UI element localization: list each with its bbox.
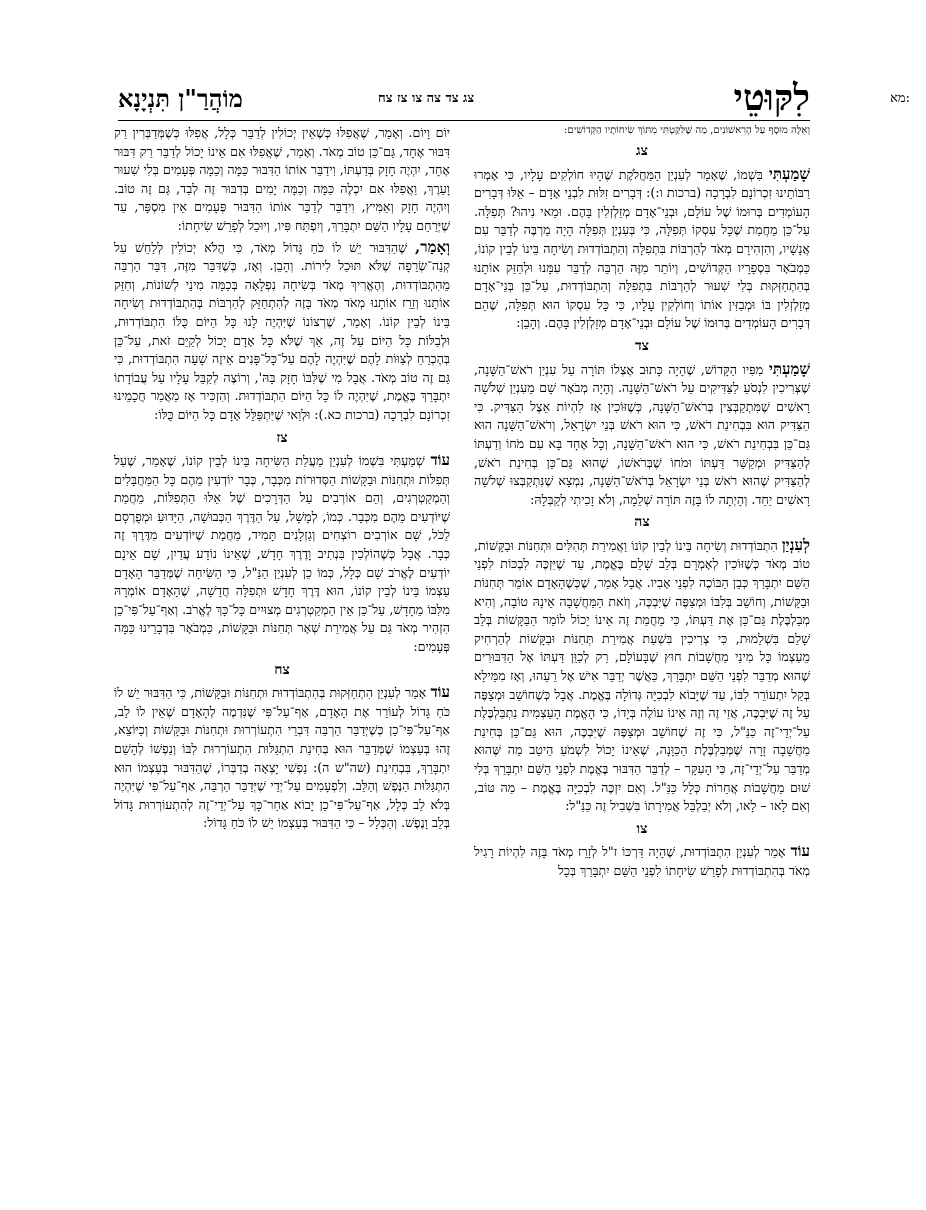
opening-word: עוֹד (790, 842, 810, 861)
running-header (118, 77, 910, 121)
paragraph-text: מִפִּיו הַקָּדוֹשׁ, שֶׁהָיָה כָּתוּב אֶצְלוֹ תּוֹרָה עַל עִנְיַן רֹאשׁ־הַשָּׁנָה, שֶׁצְּרִיכִין לִנְסֹעַ לַצַּדִּיקִים עַל רֹאשׁ־הַשָּׁנָה. וְהָיָה מְבֹאָר שָׁם מֵעִנְיַן שְׁלֹשָׁה רָאשִׁים שֶׁמִּתְקַבְּצִין בְּרֹאשׁ־הַשָּׁנָה, כְּשֶׁזּוֹכִין אָז לִהְיוֹת אֵצֶל הַצַּדִּיק. כִּי הַצַּדִּיק הוּא בִּבְחִינַת רֹאשׁ, כִּי הוּא רֹאשׁ בְּנֵי יִשְׂרָאֵל, וְרֹאשׁ־הַשָּׁנָה הוּא גַּם־כֵּן בִּבְחִינַת רֹאשׁ, כִּי הוּא רֹאשׁ־הַשָּׁנָה, וְכָל אֶחָד בָּא עִם מֹחוֹ וְדַעְתּוֹ לְהַצַּדִּיק וּמְקַשֵּׁר דַּעְתּוֹ וּמֹחוֹ שֶׁבְּרֹאשׁוֹ, שֶׁהוּא גַּם־כֵּן בְּחִינַת רֹאשׁ, לְהַצַּדִּיק שֶׁהוּא רֹאשׁ בְּנֵי יִשְׂרָאֵל בְּרֹאשׁ־הַשָּׁנָה, נִמְצָא שֶׁנִּתְקַבְּצוּ שְׁלֹשָׁה רָאשִׁים יַחַד. וְהָיְתָה לוֹ בָּזֶה תּוֹרָה שְׁלֵמָה, וְלֹא זָכִיתִי לְקַבְּלָהּ: (474, 361, 810, 507)
section-number: צז (276, 429, 288, 446)
paragraph-text: הִתְבּוֹדְדוּת וְשִׂיחָה בֵּינוֹ לְבֵין קוֹנוֹ וַאֲמִירַת תְּהִלִּים וּתְחִנּוֹת וּבַקָּשׁוֹת, טוֹב מְאֹד כְּשֶׁזּוֹכִין לְאָמְרָם בְּלֵב שָׁלֵם בֶּאֱמֶת, עַד שֶׁיִּזְכֶּה לִבְכּוֹת לִפְנֵי הַשֵּׁם יִתְבָּרַךְ כְּבֵן הַבּוֹכֶה לִפְנֵי אָבִיו. אֲבָל אָמַר, שֶׁכְּשֶׁהָאָדָם אוֹמֵר תְּחִנּוֹת וּבַקָּשׁוֹת, וְחוֹשֵׁב בְּלִבּוֹ וּמְצַפֶּה שֶׁיִּבְכֶּה, וְזֹאת הַמַּחֲשָׁבָה אֵינָהּ טוֹבָה, וְהִיא מְבַלְבֶּלֶת גַּם־כֵּן אֶת דַּעְתּוֹ, כִּי מֵחֲמַת זֶה אֵינוֹ יָכוֹל לוֹמַר הַבַּקָּשׁוֹת בְּלֵב שָׁלֵם בִּשְׁלֵמוּת, כִּי צְרִיכִין בִּשְׁעַת אֲמִירַת תְּחִנּוֹת וּבַקָּשׁוֹת לְהַרְחִיק מֵעַצְמוֹ כָּל מִינֵי מַחֲשָׁבוֹת חוּץ שֶׁבָּעוֹלָם, רַק לְכַוֵּן דַּעְתּוֹ אֶל הַדִּבּוּרִים שֶׁהוּא מְדַבֵּר לִפְנֵי הַשֵּׁם יִתְבָּרַךְ, כַּאֲשֶׁר יְדַבֵּר אִישׁ אֶל רֵעֵהוּ, וְאָז מִמֵּילָא בְּקַל יִתְעוֹרֵר לִבּוֹ, עַד שֶׁיָּבוֹא לִבְכִיָּה גְּדוֹלָה בֶּאֱמֶת. אֲבָל כְּשֶׁחוֹשֵׁב וּמְצַפֶּה עַל זֶה שֶׁיִּבְכֶּה, אֲזַי זֶה וְזֶה אֵינוֹ עוֹלֶה בְּיָדוֹ, כִּי הָאֱמֶת הָעַצְמִית נִתְבַּלְבֶּלֶת עַל־יְדֵי־זֶה כַּנַּ"ל, כִּי זֶה שֶׁחוֹשֵׁב וּמְצַפֶּה שֶׁיִּבְכֶּה, הוּא גַּם־כֵּן בְּחִינַת מַחֲשָׁבָה זָרָה שֶׁמְּבַלְבֶּלֶת הַכַּוָּנָה, שֶׁאֵינוֹ יָכוֹל לִשְׁמֹעַ הֵיטֵב מַה שֶּׁהוּא מְדַבֵּר עַל־יְדֵי־זֶה, כִּי הָעִקָּר – לְדַבֵּר הַדִּבּוּר בֶּאֱמֶת לִפְנֵי הַשֵּׁם יִתְבָּרַךְ בְּלִי שׁוּם מַחֲשָׁבוֹת אֲחֵרוֹת כְּלָל כַּנַּ"ל. וְאִם יִזְכֶּה לִבְכִיָּה בֶּאֱמֶת – מַה טּוֹב, וְאִם לָאו – לָאו, וְלֹא יְבַלְבֵּל אֲמִירָתוֹ בִּשְׁבִיל זֶה כַּנַּ"ל: (474, 537, 810, 814)
opening-word: לְעִנְיַן (781, 535, 810, 554)
section-paragraph (114, 238, 450, 425)
section-number: צו (636, 820, 648, 837)
page-number: מא: (890, 91, 910, 106)
opening-word: שָׁמַעְתִּי (768, 164, 810, 183)
section-paragraph (474, 360, 810, 510)
section-paragraph (474, 536, 810, 816)
book-title-right: לִקּוּטֵי (733, 77, 810, 119)
section-number: צה (634, 514, 650, 531)
section-number: צד (634, 337, 650, 354)
section-paragraph (114, 683, 450, 833)
opening-word: וְאָמַר, (415, 237, 450, 256)
right-column (474, 124, 810, 883)
paragraph-text: בִּשְׁמוֹ, שֶׁאָמַר לְעִנְיַן הַמַּחֲלֹקֶת שֶׁהָיוּ חוֹלְקִים עָלָיו, כִּי אָמְרוּ רַבּוֹתֵינוּ זִכְרוֹנָם לִבְרָכָה (ברכות ו:): דְּבָרִים זִלּוּת לִבְנֵי אָדָם – אֵלּוּ דְּבָרִים הָעוֹמְדִים בְּרוּמוֹ שֶׁל עוֹלָם, וּבְנֵי־אָדָם מְזַלְזְלִין בָּהֶם. וּמַאי נִיהוּ? תְּפִלָּה. עַל־כֵּן מֵחֲמַת שֶׁכָּל עִסְקוֹ תְּפִלָּה, כִּי בְּעִנְיַן תְּפִלָּה הָיָה מַרְבֶּה לְדַבֵּר עִם אֲנָשָׁיו, וְהִזְהִירָם מְאֹד לְהַרְבּוֹת בִּתְפִלָּה וְהִתְבּוֹדְדוּת וְשִׂיחָה בֵּינוֹ לְבֵין קוֹנוֹ, כַּמְבֹאָר בִּסְפָרָיו הַקְּדוֹשִׁים, וְיוֹתֵר מִזֶּה הַרְבֵּה לְדַבֵּר עִמָּנוּ וּלְחַזֵּק אוֹתָנוּ בְּהִתְחַזְּקוּת בְּלִי שִׁעוּר לְהַרְבּוֹת בִּתְפִלָּה וְהִתְבּוֹדְדוּת, עַל־כֵּן בְּנֵי־אָדָם מְזַלְזְלִין בּוֹ וּמְבַזִּין אוֹתוֹ וְחוֹלְקִין עָלָיו, כִּי כָּל עִסְקוֹ הוּא תְּפִלָּה, שֶׁהֵם דְּבָרִים הָעוֹמְדִים בְּרוּמוֹ שֶׁל עוֹלָם וּבְנֵי־אָדָם מְזַלְזְלִין בָּהֶם. וְהָבֵן: (474, 166, 810, 331)
paragraph-text: שֶׁהַדִּבּוּר יֵשׁ לוֹ כֹּחַ גָּדוֹל מְאֹד, כִּי הֲלֹא יְכוֹלִין לְלַחֵשׁ עַל קְנֵה־שְׂרֵפָה שֶׁלֹּא תּוּכַל לִירוֹת. וְהָבֵן. וְאָז, כְּשֶׁדִּבֵּר מִזֶּה, דִּבֵּר הַרְבֵּה מֵהִתְבּוֹדְדוּת, וְהֶאֱרִיךְ מְאֹד בְּשִׂיחָה נִפְלָאָה בְּכַמָּה מִינֵי לְשׁוֹנוֹת, וְחִזֵּק אוֹתָנוּ וְזֵרֵז אוֹתָנוּ מְאֹד מְאֹד בָּזֶה לְהִתְחַזֵּק לְהַרְבּוֹת בְּהִתְבּוֹדְדוּת וְשִׂיחָה בֵּינוֹ לְבֵין קוֹנוֹ. וְאָמַר, שֶׁרְצוֹנוֹ שֶׁיִּהְיֶה לָנוּ כָּל הַיּוֹם כֻּלּוֹ הִתְבּוֹדְדוּת, וּלְבַלּוֹת כָּל הַיּוֹם עַל זֶה, אַךְ שֶׁלֹּא כָּל אָדָם יָכוֹל לְקַיֵּם זֹאת, עַל־כֵּן בְּהֶכְרֵחַ לְצַוּוֹת לָהֶם שֶׁיִּהְיֶה לָהֶם עַל־כָּל־פָּנִים אֵיזֶה שָׁעָה הִתְבּוֹדְדוּת, כִּי גַּם זֶה טוֹב מְאֹד. אֲבָל מִי שֶׁלִּבּוֹ חָזָק בָּהּ', וְרוֹצֶה לְקַבֵּל עָלָיו עַל עֲבוֹדָתוֹ יִתְבָּרַךְ בֶּאֱמֶת, שֶׁיִּהְיֶה לוֹ כָּל הַיּוֹם הִתְבּוֹדְדוּת. וְהִזְכִּיר אָז מַאֲמַר חֲכָמֵינוּ זִכְרוֹנָם לִבְרָכָה (ברכות כא.): וּלְוַאי שֶׁיִּתְפַּלֵּל אָדָם כָּל הַיּוֹם כֻּלּוֹ: (114, 239, 450, 422)
opening-word: שָׁמַעְתִּי (768, 359, 810, 378)
paragraph-text: יוֹם וָיוֹם. וְאָמַר, שֶׁאֲפִלּוּ כְּשֶׁאֵין יְכוֹלִין לְדַבֵּר כְּלָל, אֲפִלּוּ כְּשֶׁמְּדַבְּרִין רַק דִּבּוּר אֶחָד, גַּם־כֵּן טוֹב מְאֹד. וְאָמַר, שֶׁאֲפִלּוּ אִם אֵינוֹ יָכוֹל לְדַבֵּר רַק דִּבּוּר אֶחָד, יִהְיֶה חָזָק בְּדַעְתּוֹ, וִידַבֵּר אוֹתוֹ הַדִּבּוּר כַּמָּה וְכַמָּה פְּעָמִים בְּלִי שִׁעוּר וָעֵרֶךְ, וַאֲפִלּוּ אִם יִכְלֶה כַּמָּה וְכַמָּה יָמִים בְּדִבּוּר זֶה לְבַד, גַּם זֶה טוֹב. וְיִהְיֶה חָזָק וְאַמִּיץ, וִידַבֵּר לְדַבֵּר אוֹתוֹ הַדִּבּוּר פְּעָמִים אֵין מִסְפָּר, עַד שֶׁיְּרַחֵם עָלָיו הַשֵּׁם יִתְבָּרַךְ, וְיִפְתַּח פִּיו, וְיוּכַל לְפָרֵשׁ שִׂיחָתוֹ: (114, 125, 450, 233)
paragraph-text: אָמַר לְעִנְיַן הִתְבּוֹדְדוּת, שֶׁהָיָה דַּרְכּוֹ ז"ל לְזָרֵז מְאֹד בָּזֶה לִהְיוֹת רָגִיל מְאֹד בְּהִתְבּוֹדְדוּת לְפָרֵשׁ שִׂיחָתוֹ לִפְנֵי הַשֵּׁם יִתְבָּרַךְ בְּכָל (474, 844, 810, 878)
section-paragraph (114, 451, 450, 657)
opening-word: עוֹד (430, 683, 450, 702)
sections-range: צג צד צה צו צז צח (378, 91, 475, 106)
paragraph-text: שְׁמַעְתִּי בִּשְׁמוֹ לְעִנְיַן מַעֲלַת הַשִּׂיחָה בֵּינוֹ לְבֵין קוֹנוֹ, שֶׁאָמַר, שֶׁעַל תְּפִלּוֹת וּתְחִנּוֹת וּבַקָּשׁוֹת הַסְּדוּרוֹת מִכְּבָר, כְּבָר יוֹדְעִין מֵהֶם כָּל הַמַּחֲבָּלִים וְהַמְקַטְרְגִים, וְהֵם אוֹרְבִים עַל הַדְּרָכִים שֶׁל אֵלּוּ הַתְּפִלּוֹת, מֵחֲמַת שֶׁיּוֹדְעִים מֵהֶם מִכְּבָר. כְּמוֹ, לְמָשָׁל, עַל הַדֶּרֶךְ הַכְּבוּשָׁה, הַיָּדוּעַ וּמְפֻרְסָם לַכֹּל, שָׁם אוֹרְבִים רוֹצְחִים וְגַזְלָנִים תָּמִיד, מֵחֲמַת שֶׁיּוֹדְעִים מִדֶּרֶךְ זֶה כְּבָר. אֲבָל כְּשֶׁהוֹלְכִין בִּנְתִיב וָדֶרֶךְ חָדָשׁ, שֶׁאֵינוֹ נוֹדָע עֲדַיִן, שָׁם אֵינָם יוֹדְעִים לֶאֱרֹב שָׁם כְּלָל, כְּמוֹ כֵן לְעִנְיַן הַנַּ"ל, כִּי הַשִּׂיחָה שֶׁמְּדַבֵּר הָאָדָם עַצְמוֹ בֵּינוֹ לְבֵין קוֹנוֹ, הוּא דֶּרֶךְ חָדָשׁ וּתְפִלָּה חֲדָשָׁה, שֶׁהָאָדָם אוֹמְרָהּ מִלִּבּוֹ מֵחָדָשׁ, עַל־כֵּן אֵין הַמְקַטְרְגִים מְצוּיִים כָּל־כָּךְ לֶאֱרֹב. וְאַף־עַל־פִּי־כֵן הִזְהִיר מְאֹד גַּם עַל אֲמִירַת שְׁאָר תְּחִנּוֹת וּבַקָּשׁוֹת, כַּמְבֹאָר בִּדְבָרֵינוּ כַּמָּה פְּעָמִים: (114, 453, 450, 655)
section-number: צג (636, 143, 648, 159)
book-title-left: מוֹהֲרַ"ן תִּנְיָנָא (118, 84, 243, 113)
intro-note: וְאֵלֶּה מוּסָף עַל הָרִאשׁוֹנִים, מַה שֶּׁלִּקַּטְתִּי מִתּוֹךְ שִׂיחוֹתָיו הַקְּדוֹשִׁים: (564, 125, 810, 136)
section-paragraph (474, 842, 810, 880)
paragraph-text: אָמַר לְעִנְיַן הִתְחַזְּקוּת בְּהִתְבּוֹדְדוּת וּתְחִנּוֹת וּבַקָּשׁוֹת, כִּי הַדִּבּוּר יֵשׁ לוֹ כֹּחַ גָּדוֹל לְעוֹרֵר אֶת הָאָדָם, אַף־עַל־פִּי שֶׁנִּדְמֶה לְהָאָדָם שֶׁאֵין לוֹ לֵב, אַף־עַל־פִּי־כֵן כְּשֶׁיְּדַבֵּר הַרְבֵּה דִּבְרֵי הִתְעוֹרְרוּת וּתְחִנּוֹת וּבַקָּשׁוֹת וְכַיּוֹצֵא, זֶהוּ בְּעַצְמוֹ שֶׁמְּדַבֵּר הוּא בְּחִינַת הִתְגַּלּוּת הִתְעוֹרְרוּת לִבּוֹ וְנַפְשׁוֹ לְהָשֵׁם יִתְבָּרַךְ, בִּבְחִינַת (שה"ש ה): נַפְשִׁי יָצְאָה בְדַבְּרוֹ, שֶׁהַדִּבּוּר בְּעַצְמוֹ הוּא הִתְגַּלּוּת הַנֶּפֶשׁ וְהַלֵּב. וְלִפְעָמִים עַל־יְדֵי שֶׁיְּדַבֵּר הַרְבֵּה, אַף־עַל־פִּי שֶׁיִּהְיֶה בְּלֹא לֵב כְּלָל, אַף־עַל־פִּי־כֵן יָבוֹא אַחַר־כָּךְ עַל־יְדֵי־זֶה לְהִתְעוֹרְרוּת גָּדוֹל בְּלֵב וָנֶפֶשׁ. וְהַכְּלָל – כִּי הַדִּבּוּר בְּעַצְמוֹ יֵשׁ לוֹ כֹּחַ גָּדוֹל: (114, 685, 450, 831)
section-paragraph (474, 165, 810, 333)
left-column (114, 124, 450, 835)
section-number: צח (274, 661, 290, 678)
section-paragraph (114, 124, 450, 236)
opening-word: עוֹד (430, 451, 450, 470)
